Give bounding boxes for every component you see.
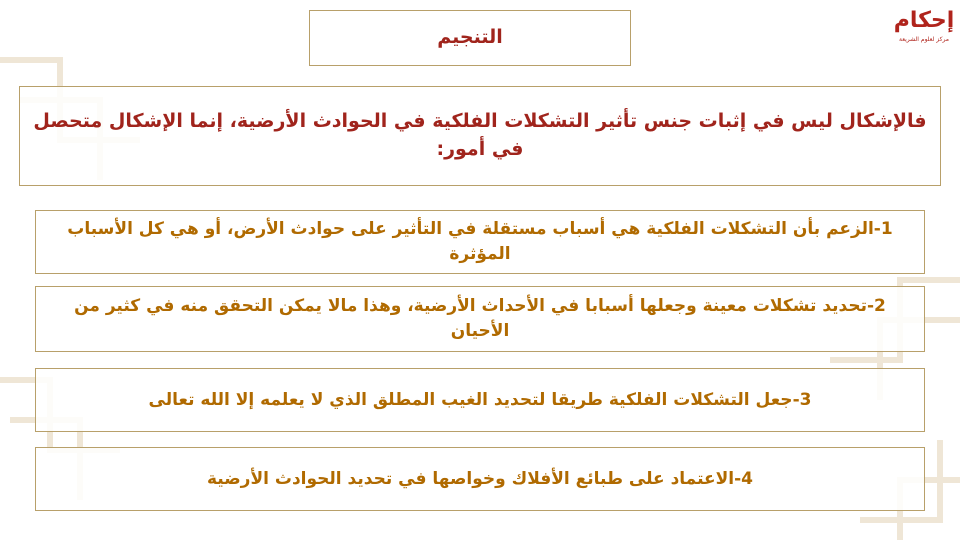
list-item-text: 3-جعل التشكلات الفلكية طريقا لتحديد الغيب المطلق الذي لا يعلمه إلا الله تعالى [148, 389, 812, 410]
slide-title [309, 10, 631, 66]
list-item [35, 286, 925, 352]
list-item-text: 1-الزعم بأن التشكلات الفلكية هي أسباب مستقلة في التأثير على حوادث الأرض، أو هي كل الأسباب المؤثرة [67, 219, 893, 264]
list-item [35, 447, 925, 511]
list-item [35, 368, 925, 432]
slide-title-text: التنجيم [437, 26, 503, 49]
intro-box [19, 86, 941, 186]
list-item-text: 4-الاعتماد على طبائع الأفلاك وخواصها في تحديد الحوادث الأرضية [207, 468, 754, 489]
intro-text: فالإشكال ليس في إثبات جنس تأثير التشكلات الفلكية في الحوادث الأرضية، إنما الإشكال متحصل في أمور: [33, 110, 927, 160]
list-item-text: 2-تحديد تشكلات معينة وجعلها أسبابا في الأحداث الأرضية، وهذا مالا يمكن التحقق منه في كثير من الأحيان [74, 296, 886, 341]
logo-mark: إحكام [893, 8, 955, 33]
logo [894, 4, 954, 60]
logo-subtitle: مركز لعلوم الشريعة [899, 36, 949, 43]
list-item [35, 210, 925, 274]
